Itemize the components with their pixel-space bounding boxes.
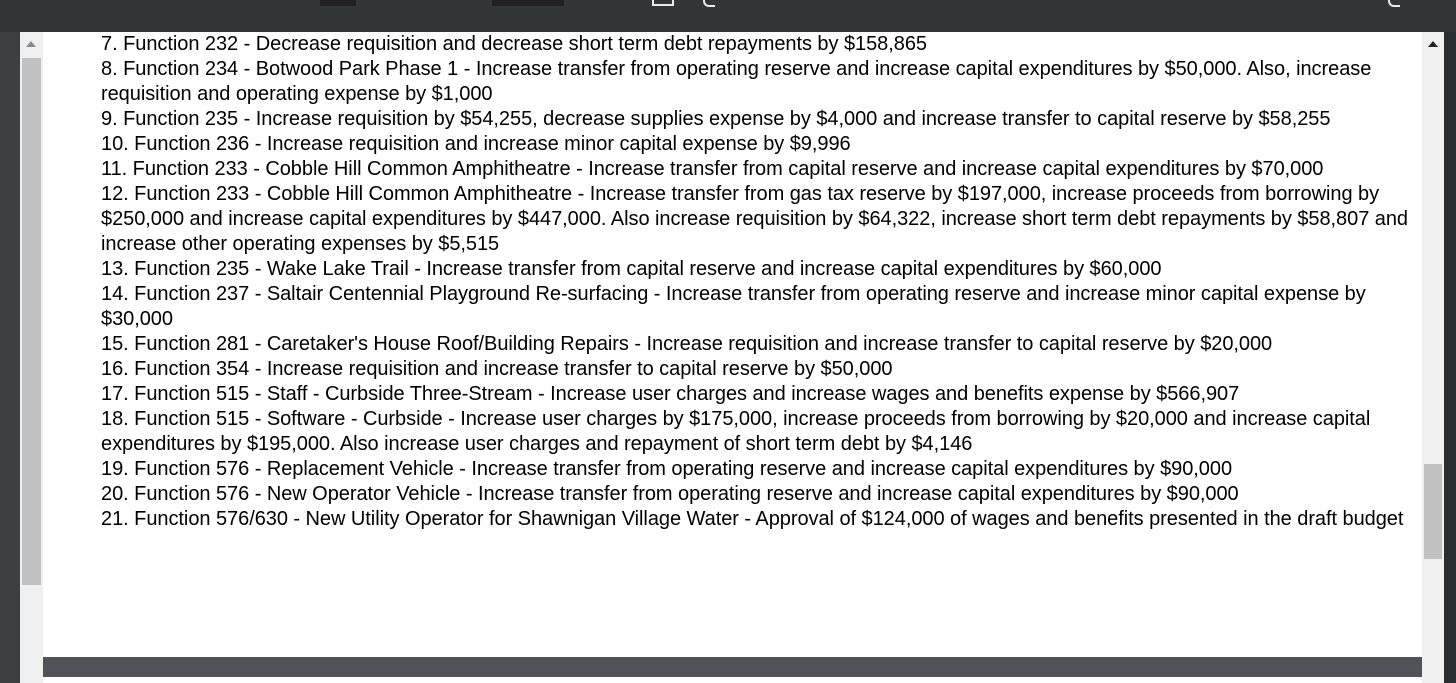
toolbar-page-field[interactable]: [492, 0, 564, 6]
right-scrollbar-thumb[interactable]: [1424, 464, 1442, 559]
left-rail: [0, 32, 20, 683]
pdf-page: [43, 32, 1422, 657]
list-item: 19. Function 576 - Replacement Vehicle - Increase transfer from operating reserve and increase capital expenditures by $90,000: [101, 458, 1233, 480]
more-icon[interactable]: [1388, 0, 1400, 7]
rotate-icon[interactable]: [703, 0, 715, 7]
list-item: 15. Function 281 - Caretaker's House Roof/Building Repairs - Increase requisition and increase transfer to capital reserve by $20,000: [101, 333, 1273, 355]
scroll-up-arrow-icon[interactable]: [1428, 41, 1438, 47]
scroll-up-arrow-icon[interactable]: [26, 41, 36, 47]
next-page-edge: [43, 677, 1422, 683]
list-item: 16. Function 354 - Increase requisition and increase transfer to capital reserve by $50,000: [101, 358, 893, 380]
left-scrollbar-thumb[interactable]: [22, 58, 41, 585]
list-item: 7. Function 232 - Decrease requisition and decrease short term debt repayments by $158,865: [101, 33, 927, 55]
list-item: 21. Function 576/630 - New Utility Operator for Shawnigan Village Water - Approval of $124,000 of wages and benefits presented in the draft budget: [101, 508, 1404, 530]
list-item: 12. Function 233 - Cobble Hill Common Amphitheatre - Increase transfer from gas tax reserve by $197,000, increase proceeds from borrowing by $250,000 and increase capital expenditures by $447,000. Also increase requisition by $64,322, increase short term debt repayments by $58,807 and increase other operating expenses by $5,515: [101, 183, 1408, 255]
right-rail: [1444, 32, 1456, 683]
left-scrollbar[interactable]: [20, 32, 43, 683]
list-item: 18. Function 515 - Software - Curbside - Increase user charges by $175,000, increase proceeds from borrowing by $20,000 and increase capital expenditures by $195,000. Also increase user charges and repayment of short term debt by $4,146: [101, 408, 1371, 455]
list-item: 9. Function 235 - Increase requisition by $54,255, decrease supplies expense by $4,000 and increase transfer to capital reserve by $58,255: [101, 108, 1331, 130]
document-icon[interactable]: [652, 0, 674, 6]
list-item: 14. Function 237 - Saltair Centennial Playground Re-surfacing - Increase transfer from operating reserve and increase minor capital expense by $30,000: [101, 283, 1366, 330]
list-item: 17. Function 515 - Staff - Curbside Three-Stream - Increase user charges and increase wages and benefits expense by $566,907: [101, 383, 1240, 405]
pdf-toolbar: [0, 0, 1456, 32]
list-item: 10. Function 236 - Increase requisition and increase minor capital expense by $9,996: [101, 133, 851, 155]
list-item: 20. Function 576 - New Operator Vehicle - Increase transfer from operating reserve and increase capital expenditures by $90,000: [101, 483, 1239, 505]
amendment-list: [101, 32, 1422, 532]
toolbar-button-zoom[interactable]: [320, 0, 356, 6]
pdf-viewer: [0, 32, 1456, 683]
right-scrollbar[interactable]: [1422, 32, 1444, 683]
list-item: 11. Function 233 - Cobble Hill Common Amphitheatre - Increase transfer from capital reserve and increase capital expenditures by $70,000: [101, 158, 1324, 180]
list-item: 8. Function 234 - Botwood Park Phase 1 - Increase transfer from operating reserve and increase capital expenditures by $50,000. Also, increase requisition and operating expense by $1,000: [101, 58, 1372, 105]
page-separator: [43, 657, 1422, 677]
list-item: 13. Function 235 - Wake Lake Trail - Increase transfer from capital reserve and increase capital expenditures by $60,000: [101, 258, 1162, 280]
